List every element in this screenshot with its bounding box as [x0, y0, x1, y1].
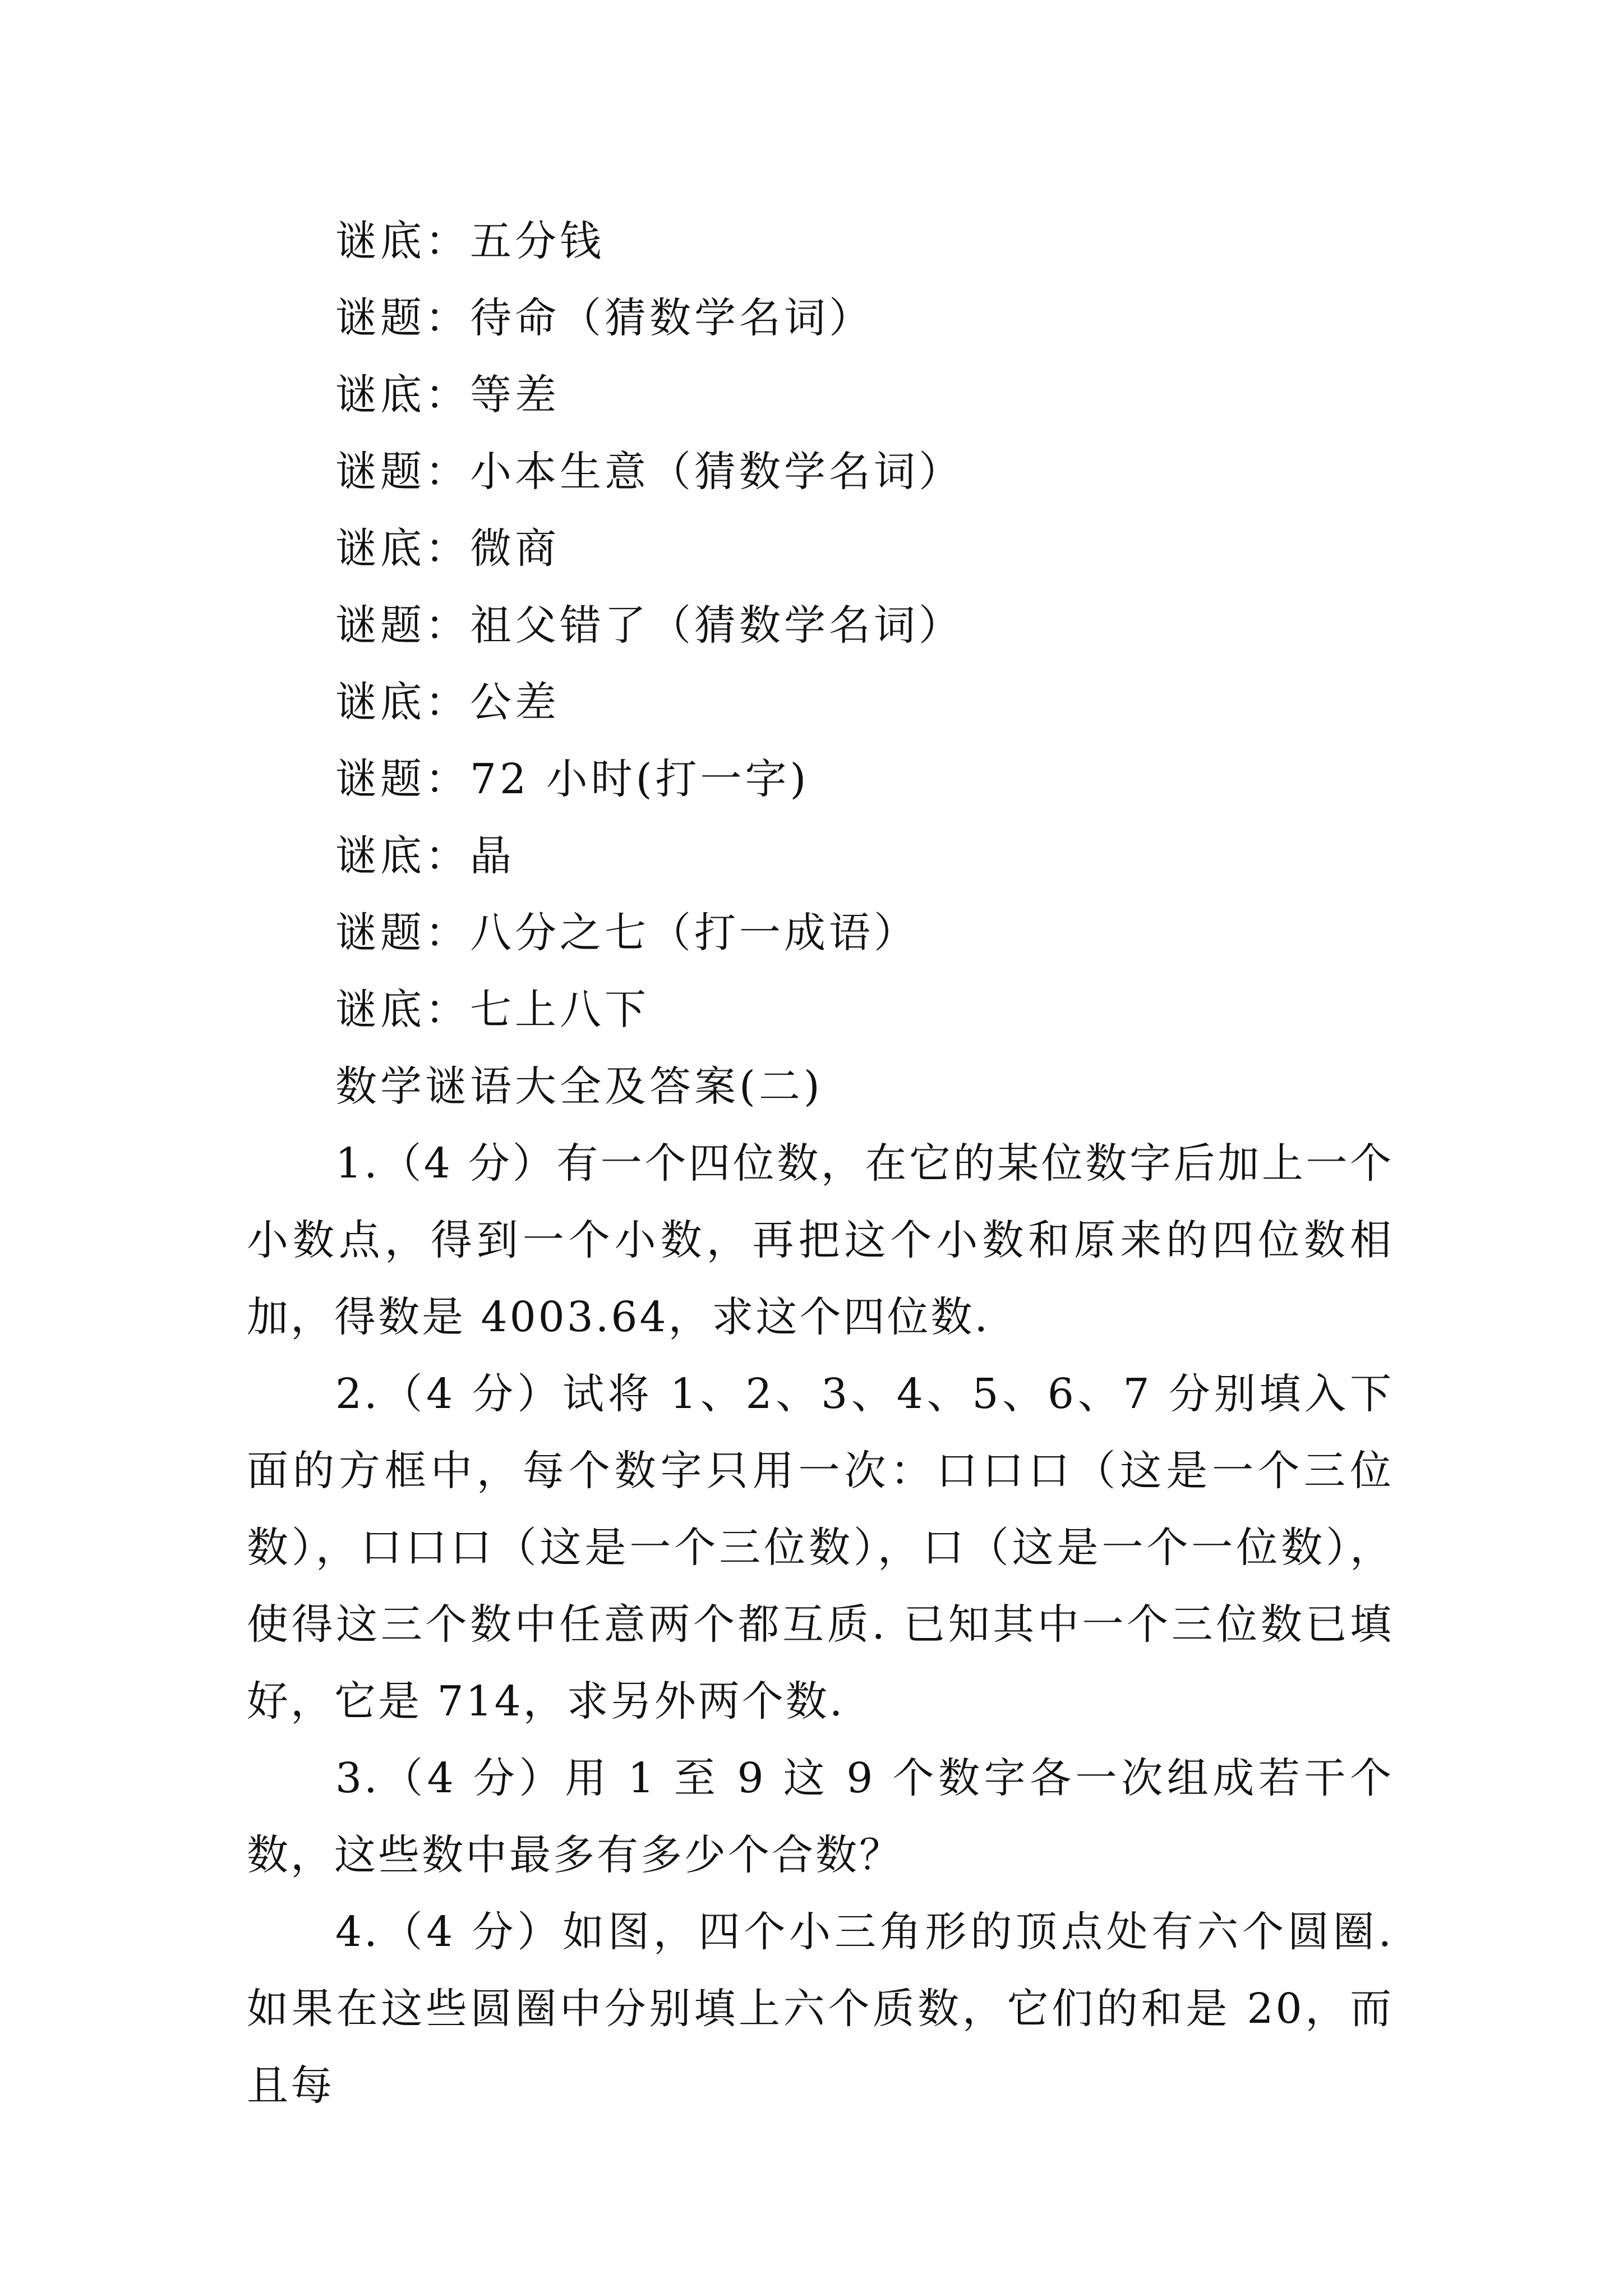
- riddle-line: 谜题：八分之七（打一成语）: [335, 909, 919, 957]
- riddle-line: 谜底：晶: [335, 832, 515, 880]
- problem-paragraph: 2.（4 分）试将 1、2、3、4、5、6、7 分别填入下面的方框中，每个数字只用一次：口口口（这是一个三位数），口口口（这是一个三位数），口（这是一个一位数），使得这三个数中任意两个都互质. 已知其中一个三位数已填好，它是 714，求另外两个数.: [247, 1370, 1394, 1726]
- section-title: 数学谜语大全及答案(二): [335, 1062, 823, 1111]
- riddle-line: 谜底：七上八下: [335, 986, 649, 1034]
- riddle-line: 谜底：公差: [335, 678, 560, 726]
- problem-list: [247, 1125, 1394, 2124]
- riddle-line: 谜底：等差: [335, 371, 560, 419]
- riddle-line: 谜底：五分钱: [335, 217, 605, 265]
- problem-paragraph: 4.（4 分）如图，四个小三角形的顶点处有六个圆圈. 如果在这些圆圈中分别填上六个质数，它们的和是 20，而且每: [247, 1908, 1394, 2110]
- riddle-line: 谜底：微商: [335, 524, 560, 573]
- riddle-line: 谜题：祖父错了（猜数学名词）: [335, 601, 963, 650]
- riddle-line: 谜题：小本生意（猜数学名词）: [335, 448, 963, 496]
- riddle-line: 谜题：待命（猜数学名词）: [335, 294, 874, 342]
- riddle-line: 谜题：72 小时(打一字): [335, 755, 810, 803]
- document-page: [247, 203, 1394, 2124]
- problem-paragraph: 1.（4 分）有一个四位数，在它的某位数字后加上一个小数点，得到一个小数，再把这个小数和原来的四位数相加，得数是 4003.64，求这个四位数.: [247, 1139, 1394, 1341]
- riddle-list: [247, 203, 1394, 1048]
- problem-paragraph: 3.（4 分）用 1 至 9 这 9 个数字各一次组成若干个数，这些数中最多有多少个合数？: [247, 1754, 1394, 1879]
